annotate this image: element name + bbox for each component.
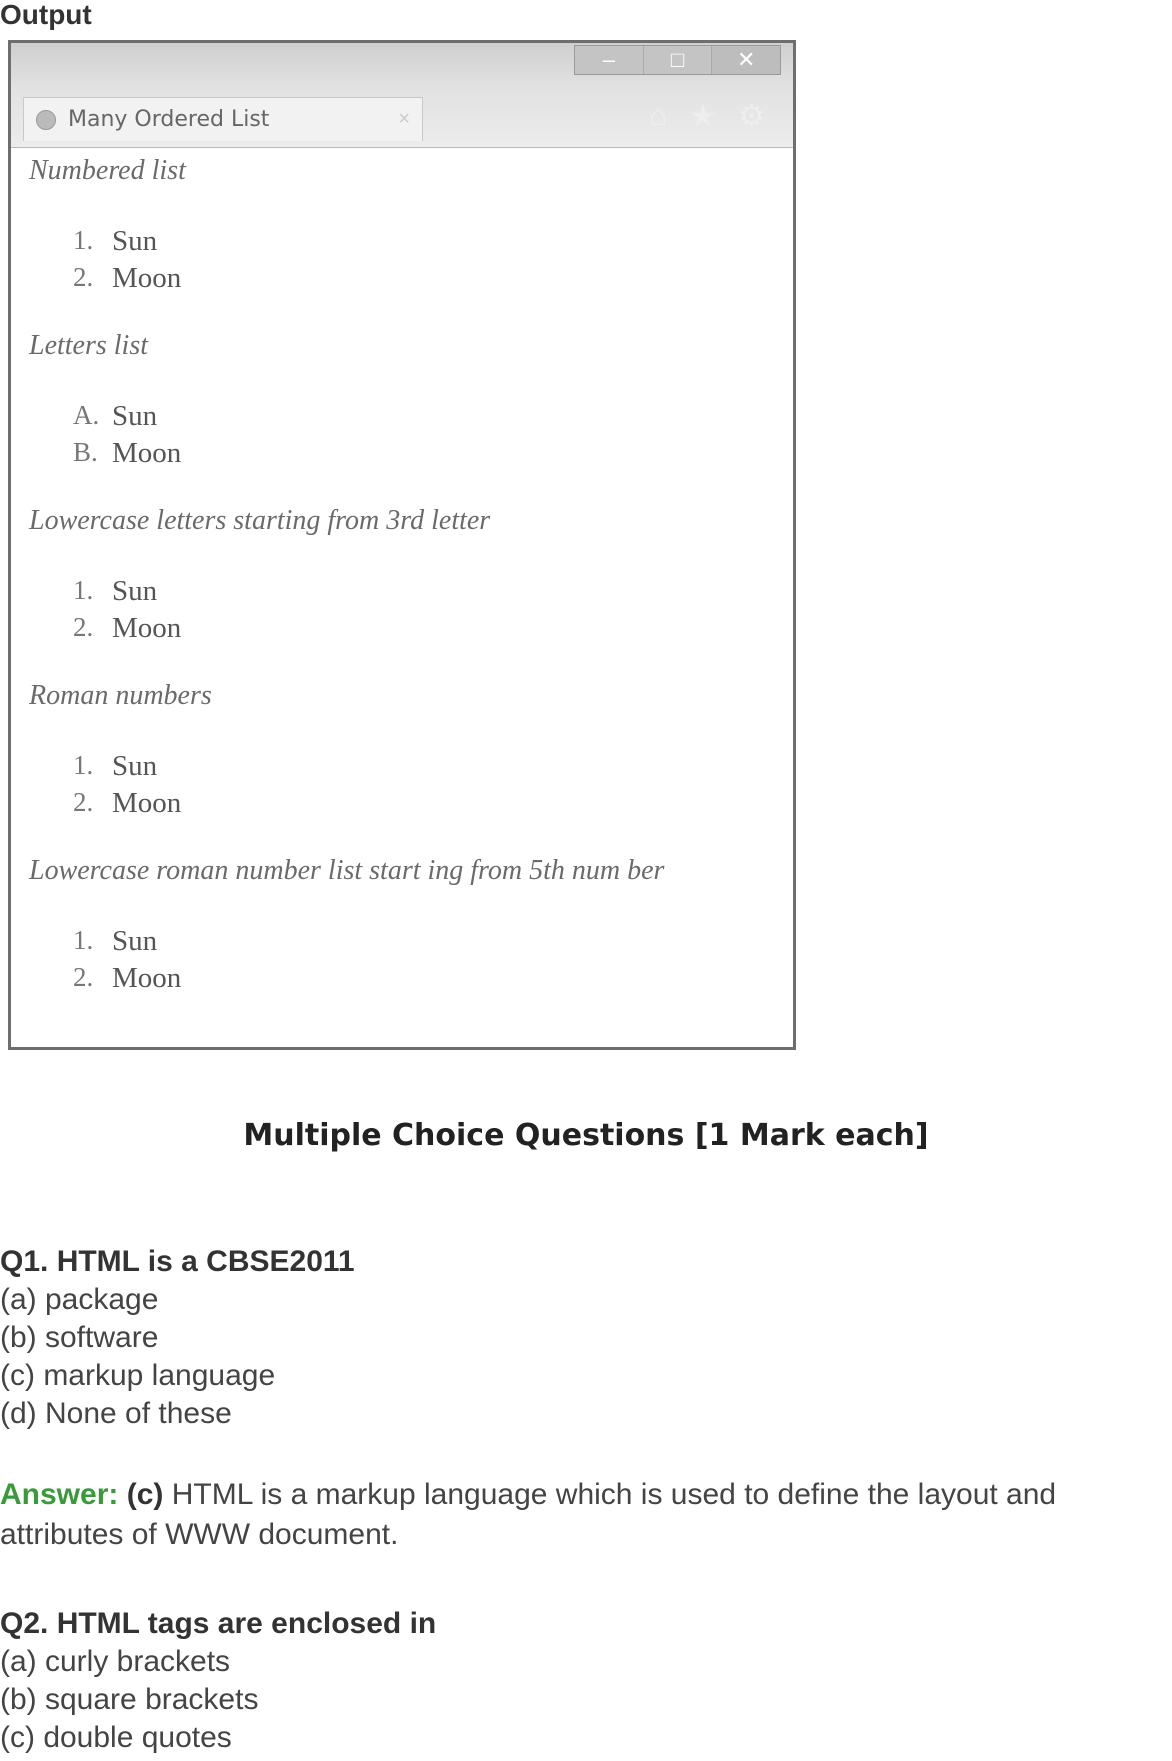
answer-option: (c) bbox=[126, 1478, 164, 1511]
browser-page-content bbox=[29, 155, 781, 1030]
close-icon[interactable]: ✕ bbox=[712, 46, 780, 74]
list-item-text: Moon bbox=[112, 787, 182, 819]
list-item-text: Sun bbox=[112, 400, 158, 432]
browser-tab[interactable] bbox=[23, 97, 423, 141]
page-icon bbox=[36, 110, 56, 130]
list-item-text: Sun bbox=[112, 225, 158, 257]
option: (a) curly brackets bbox=[0, 1645, 231, 1678]
window-controls bbox=[574, 45, 781, 75]
list-item-text: Moon bbox=[112, 437, 182, 469]
option: (c) markup language bbox=[0, 1359, 276, 1392]
list-item bbox=[29, 437, 781, 474]
list-item bbox=[29, 400, 781, 437]
list-item bbox=[29, 925, 781, 962]
list-marker: 2. bbox=[73, 787, 94, 817]
home-icon[interactable]: ⌂ bbox=[649, 99, 668, 132]
ordered-list bbox=[29, 225, 781, 330]
list-item-text: Sun bbox=[112, 750, 158, 782]
list-marker: A. bbox=[73, 400, 100, 430]
tab-title: Many Ordered List bbox=[68, 107, 270, 132]
list-item-text: Moon bbox=[112, 962, 182, 994]
list-marker: 2. bbox=[73, 262, 94, 292]
list-item bbox=[29, 962, 781, 999]
answer-text: HTML is a markup language which is used to define the layout and attributes of WWW document. bbox=[0, 1478, 1057, 1551]
question-1 bbox=[0, 1243, 355, 1433]
list-marker: 1. bbox=[73, 225, 94, 255]
answer-label: Answer: bbox=[0, 1478, 119, 1511]
star-icon[interactable]: ★ bbox=[689, 100, 717, 133]
list-item-text: Moon bbox=[112, 262, 182, 294]
gear-icon[interactable]: ⚙ bbox=[738, 100, 765, 133]
output-heading: Output bbox=[0, 0, 92, 30]
list-item bbox=[29, 612, 781, 649]
list-item-text: Sun bbox=[112, 575, 158, 607]
list-item bbox=[29, 787, 781, 824]
list-item bbox=[29, 575, 781, 612]
list-marker: 2. bbox=[73, 612, 94, 642]
list-marker: 2. bbox=[73, 962, 94, 992]
section-title: Numbered list bbox=[29, 155, 186, 186]
browser-window bbox=[8, 40, 796, 1050]
maximize-icon[interactable]: □ bbox=[644, 46, 713, 74]
ordered-list bbox=[29, 400, 781, 505]
browser-titlebar bbox=[11, 43, 793, 148]
list-item-text: Sun bbox=[112, 925, 158, 957]
minimize-icon[interactable]: – bbox=[575, 46, 644, 74]
tab-close-icon[interactable]: × bbox=[398, 108, 410, 130]
ordered-list bbox=[29, 575, 781, 680]
list-marker: 1. bbox=[73, 925, 94, 955]
option: (b) square brackets bbox=[0, 1683, 259, 1716]
section-title: Letters list bbox=[29, 330, 149, 361]
option: (d) None of these bbox=[0, 1397, 232, 1430]
question-title: Q2. HTML tags are enclosed in bbox=[0, 1607, 437, 1640]
list-item bbox=[29, 750, 781, 787]
option: (a) package bbox=[0, 1283, 159, 1316]
list-item bbox=[29, 225, 781, 262]
list-item bbox=[29, 262, 781, 299]
option: (c) double quotes bbox=[0, 1721, 232, 1754]
answer-1 bbox=[0, 1475, 1172, 1555]
list-marker: B. bbox=[73, 437, 98, 467]
question-2 bbox=[0, 1605, 436, 1757]
mcq-heading: Multiple Choice Questions [1 Mark each] bbox=[243, 1118, 929, 1153]
section-title: Roman numbers bbox=[29, 680, 212, 711]
ordered-list bbox=[29, 750, 781, 855]
list-marker: 1. bbox=[73, 750, 94, 780]
option: (b) software bbox=[0, 1321, 159, 1354]
list-marker: 1. bbox=[73, 575, 94, 605]
ordered-list bbox=[29, 925, 781, 1030]
list-item-text: Moon bbox=[112, 612, 182, 644]
question-title: Q1. HTML is a CBSE2011 bbox=[0, 1245, 355, 1278]
section-title: Lowercase roman number list start ing from 5th num ber bbox=[29, 855, 665, 886]
section-title: Lowercase letters starting from 3rd letter bbox=[29, 505, 491, 536]
browser-toolbar bbox=[649, 99, 765, 134]
